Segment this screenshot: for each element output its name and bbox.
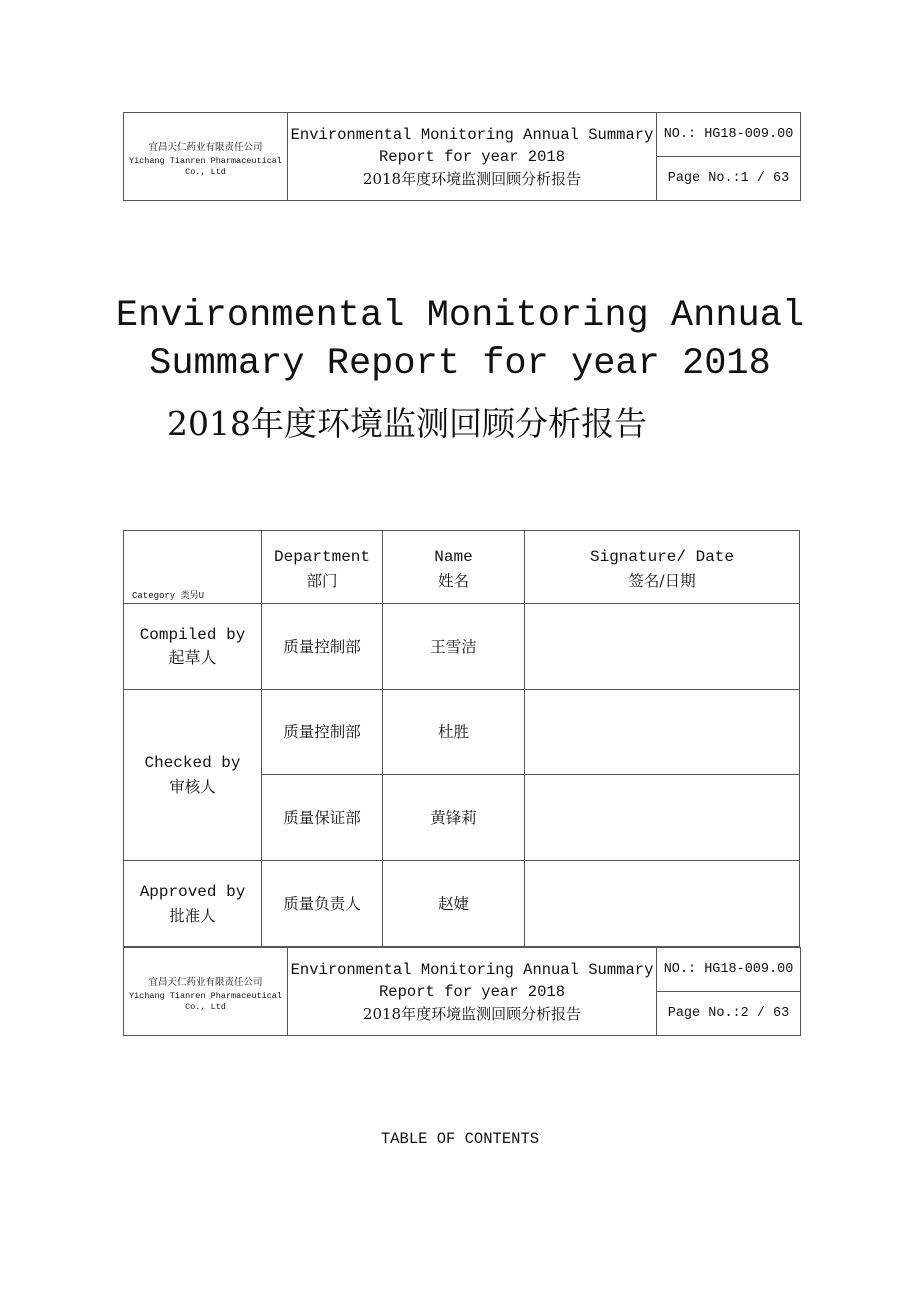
approved-signature	[525, 861, 800, 947]
department-header-zh: 部门	[306, 572, 338, 590]
checked-label	[124, 690, 262, 861]
doc-number: NO.: HG18-009.00	[657, 948, 801, 992]
company-name	[124, 113, 288, 201]
main-title-line-2: Summary Report for year 2018	[149, 343, 771, 385]
compiled-department: 质量控制部	[262, 604, 383, 690]
checked-department-1: 质量控制部	[262, 690, 383, 775]
signature-table	[123, 530, 800, 947]
table-row	[124, 861, 800, 947]
approved-label	[124, 861, 262, 947]
page-header-1	[123, 112, 801, 201]
checked-label-en: Checked by	[144, 754, 241, 772]
header-title	[288, 113, 657, 201]
signature-header	[525, 531, 800, 604]
checked-signature-1	[525, 690, 800, 775]
header-title-zh: 2018年度环境监测回顾分析报告	[362, 169, 582, 188]
page-number: Page No.:1 / 63	[657, 157, 801, 201]
department-header-en: Department	[273, 548, 370, 566]
header-title-en: Environmental Monitoring Annual Summary Report for year 2018	[290, 125, 654, 166]
compiled-name: 王雪洁	[383, 604, 525, 690]
company-name	[124, 948, 288, 1036]
approved-name: 赵婕	[383, 861, 525, 947]
table-row	[124, 604, 800, 690]
company-name-zh: 宜昌天仁药业有限责任公司	[148, 142, 263, 153]
checked-department-2: 质量保证部	[262, 775, 383, 861]
approved-label-zh: 批准人	[169, 906, 216, 925]
header-title	[288, 948, 657, 1036]
company-name-en: Yichang Tianren Pharmaceutical Co., Ltd	[128, 156, 283, 177]
page-number: Page No.:2 / 63	[657, 992, 801, 1036]
compiled-signature	[525, 604, 800, 690]
table-row	[124, 690, 800, 775]
checked-label-zh: 审核人	[169, 778, 216, 796]
checked-name-1: 杜胜	[383, 690, 525, 775]
header-title-zh: 2018年度环境监测回顾分析报告	[362, 1004, 582, 1023]
signature-header-zh: 签名/日期	[628, 572, 696, 590]
company-name-en: Yichang Tianren Pharmaceutical Co., Ltd	[128, 991, 283, 1012]
header-title-en: Environmental Monitoring Annual Summary Report for year 2018	[290, 960, 654, 1001]
approved-department: 质量负责人	[262, 861, 383, 947]
category-header: Category 类另U	[124, 531, 262, 604]
main-title-line-1: Environmental Monitoring Annual	[115, 295, 805, 337]
page-header-2	[123, 947, 801, 1036]
compiled-label: Compiled by 起草人	[124, 604, 262, 690]
approved-label-en: Approved by	[139, 882, 246, 901]
name-header	[383, 531, 525, 604]
name-header-zh: 姓名	[437, 572, 469, 590]
department-header	[262, 531, 383, 604]
signature-header-en: Signature/ Date	[589, 548, 735, 566]
name-header-en: Name	[434, 548, 473, 566]
doc-number: NO.: HG18-009.00	[657, 113, 801, 157]
company-name-zh: 宜昌天仁药业有限责任公司	[148, 977, 263, 988]
checked-signature-2	[525, 775, 800, 861]
checked-name-2: 黄锋莉	[383, 775, 525, 861]
main-title-zh: 2018年度环境监测回顾分析报告	[167, 404, 647, 443]
toc-title: TABLE OF CONTENTS	[380, 1130, 540, 1148]
